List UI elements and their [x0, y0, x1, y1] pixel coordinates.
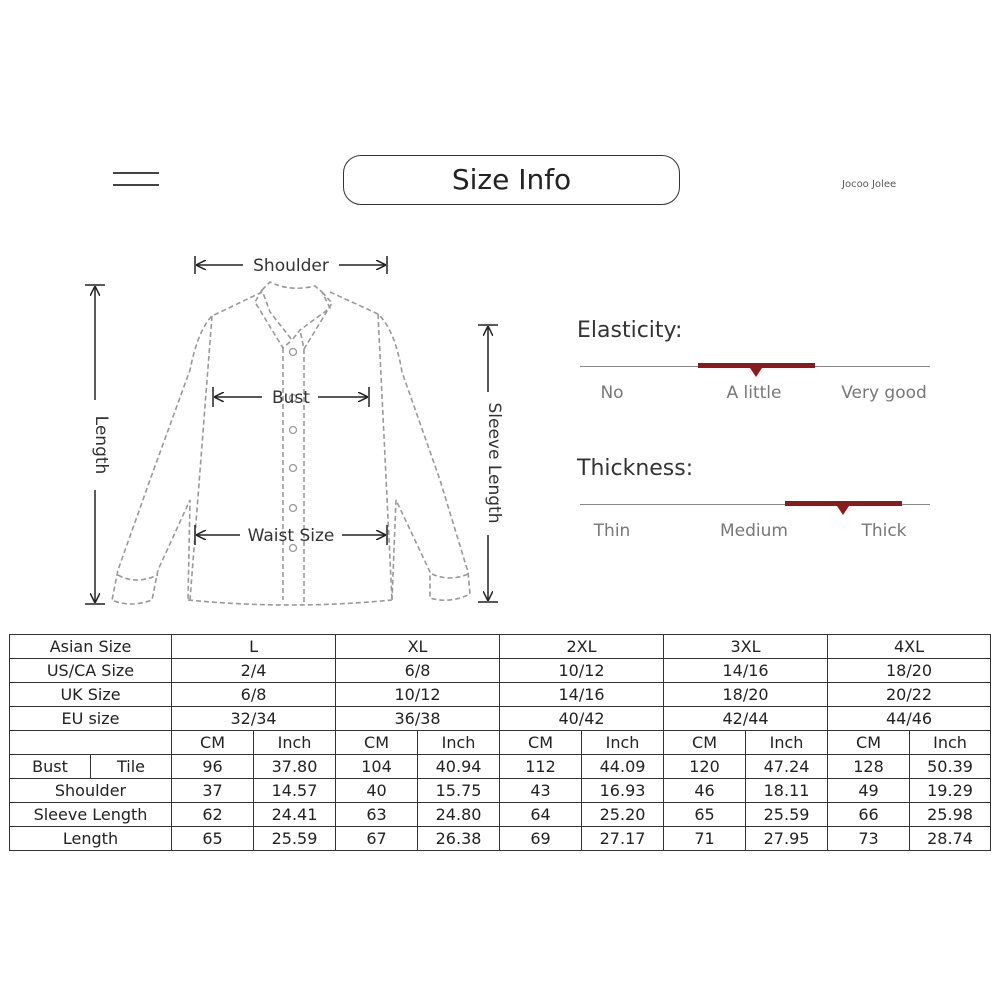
- unit-header: Inch: [254, 731, 336, 755]
- elasticity-option-a-little: A little: [726, 383, 782, 403]
- table-row: [10, 779, 991, 803]
- table-cell: 44.09: [582, 755, 664, 779]
- row-label: Bust: [10, 755, 91, 779]
- table-row: [10, 827, 991, 851]
- table-cell: 43: [500, 779, 582, 803]
- table-cell: 4XL: [828, 635, 991, 659]
- waist-label: Waist Size: [247, 526, 335, 546]
- brand-logo-text: Jocoo Jolee: [842, 179, 897, 190]
- table-cell: 120: [664, 755, 746, 779]
- unit-header: Inch: [582, 731, 664, 755]
- unit-header: CM: [172, 731, 254, 755]
- table-cell: 32/34: [172, 707, 336, 731]
- table-cell: 16.93: [582, 779, 664, 803]
- table-cell: 40/42: [500, 707, 664, 731]
- row-label: Shoulder: [10, 779, 172, 803]
- table-cell: 24.80: [418, 803, 500, 827]
- table-cell: 14.57: [254, 779, 336, 803]
- elasticity-marker-icon: [750, 368, 762, 377]
- table-cell: 27.17: [582, 827, 664, 851]
- sleeve-length-label: Sleeve Length: [484, 402, 504, 524]
- table-cell: 67: [336, 827, 418, 851]
- table-cell: 25.20: [582, 803, 664, 827]
- table-cell: 2XL: [500, 635, 664, 659]
- table-cell: 128: [828, 755, 910, 779]
- table-cell: 36/38: [336, 707, 500, 731]
- table-cell: 25.98: [910, 803, 991, 827]
- table-cell: 104: [336, 755, 418, 779]
- thickness-option-medium: Medium: [720, 521, 788, 541]
- table-row: [10, 683, 991, 707]
- table-cell: 2/4: [172, 659, 336, 683]
- page-title: Size Info: [343, 155, 680, 205]
- table-row: [10, 707, 991, 731]
- table-cell: 37.80: [254, 755, 336, 779]
- table-row: [10, 659, 991, 683]
- table-row: [10, 755, 991, 779]
- table-cell: 63: [336, 803, 418, 827]
- row-label: US/CA Size: [10, 659, 172, 683]
- table-cell: 44/46: [828, 707, 991, 731]
- unit-header: CM: [664, 731, 746, 755]
- table-cell: 20/22: [828, 683, 991, 707]
- unit-header: Inch: [910, 731, 991, 755]
- table-cell-empty: [10, 731, 172, 755]
- table-cell: 40: [336, 779, 418, 803]
- table-cell: 71: [664, 827, 746, 851]
- row-label: Asian Size: [10, 635, 172, 659]
- thickness-option-thin: Thin: [593, 521, 631, 541]
- table-cell: 25.59: [746, 803, 828, 827]
- size-table: [9, 634, 991, 851]
- length-label: Length: [91, 415, 111, 475]
- unit-header: Inch: [418, 731, 500, 755]
- table-cell: 14/16: [664, 659, 828, 683]
- table-cell: 65: [172, 827, 254, 851]
- table-cell: 10/12: [336, 683, 500, 707]
- table-cell: 65: [664, 803, 746, 827]
- table-cell: 73: [828, 827, 910, 851]
- table-cell: 18/20: [664, 683, 828, 707]
- row-label: Length: [10, 827, 172, 851]
- table-cell: XL: [336, 635, 500, 659]
- bust-label: Bust: [272, 388, 310, 408]
- thickness-marker-icon: [837, 506, 849, 515]
- table-cell: 25.59: [254, 827, 336, 851]
- table-cell: 15.75: [418, 779, 500, 803]
- row-label: EU size: [10, 707, 172, 731]
- table-cell: 69: [500, 827, 582, 851]
- table-cell: 18.11: [746, 779, 828, 803]
- table-cell: 18/20: [828, 659, 991, 683]
- table-cell: 27.95: [746, 827, 828, 851]
- table-cell: L: [172, 635, 336, 659]
- table-cell: 47.24: [746, 755, 828, 779]
- table-cell: 14/16: [500, 683, 664, 707]
- row-label: UK Size: [10, 683, 172, 707]
- table-cell: 3XL: [664, 635, 828, 659]
- table-cell: 26.38: [418, 827, 500, 851]
- table-cell: 6/8: [172, 683, 336, 707]
- thickness-heading: Thickness:: [577, 456, 694, 481]
- elasticity-heading: Elasticity:: [577, 318, 683, 343]
- table-cell: 96: [172, 755, 254, 779]
- table-cell: 49: [828, 779, 910, 803]
- unit-header: CM: [500, 731, 582, 755]
- table-cell: 64: [500, 803, 582, 827]
- elasticity-option-very-good: Very good: [841, 383, 927, 403]
- unit-header: CM: [828, 731, 910, 755]
- table-cell: 19.29: [910, 779, 991, 803]
- table-cell: 50.39: [910, 755, 991, 779]
- table-cell: 6/8: [336, 659, 500, 683]
- table-cell: 46: [664, 779, 746, 803]
- table-cell: 112: [500, 755, 582, 779]
- table-cell: 42/44: [664, 707, 828, 731]
- shoulder-label: Shoulder: [253, 256, 329, 276]
- shirt-outline: [112, 282, 470, 605]
- table-cell: 10/12: [500, 659, 664, 683]
- elasticity-option-no: No: [600, 383, 624, 403]
- unit-header: Inch: [746, 731, 828, 755]
- row-label: Sleeve Length: [10, 803, 172, 827]
- table-row: [10, 635, 991, 659]
- table-cell: 40.94: [418, 755, 500, 779]
- shirt-buttons: [290, 349, 297, 552]
- table-row: [10, 803, 991, 827]
- table-cell: 28.74: [910, 827, 991, 851]
- table-cell: 24.41: [254, 803, 336, 827]
- table-row-units: [10, 731, 991, 755]
- unit-header: CM: [336, 731, 418, 755]
- row-sublabel: Tile: [91, 755, 172, 779]
- table-cell: 37: [172, 779, 254, 803]
- thickness-option-thick: Thick: [861, 521, 907, 541]
- table-cell: 66: [828, 803, 910, 827]
- table-cell: 62: [172, 803, 254, 827]
